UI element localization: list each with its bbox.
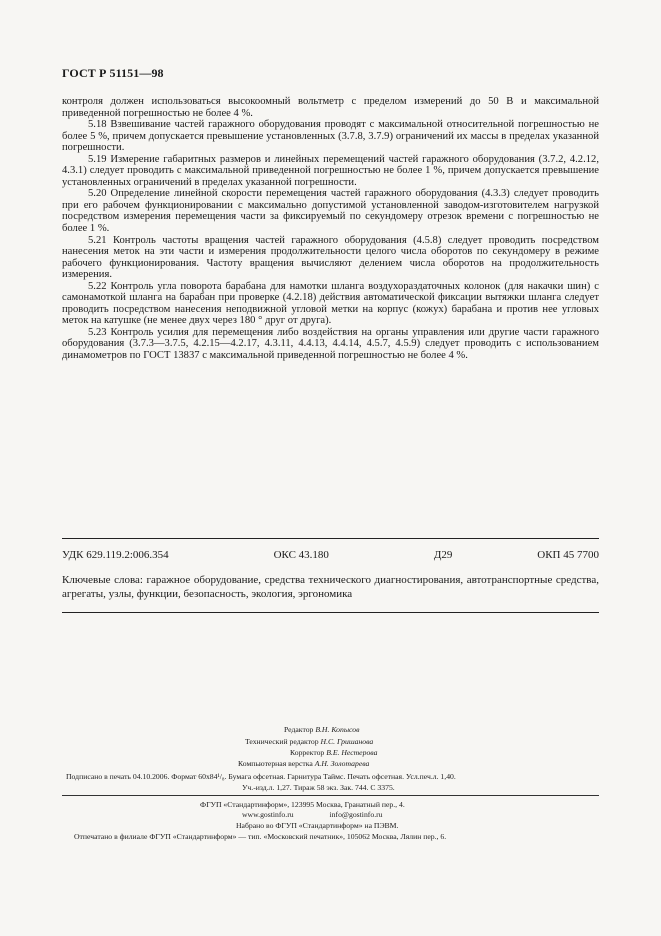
credit-label: Компьютерная верстка xyxy=(238,759,313,768)
divider-top xyxy=(62,538,599,539)
publisher-printed: Отпечатано в филиале ФГУП «Стандартинформ» — тип. «Московский печатник», 105062 Москва, Лялин пер., 6. xyxy=(74,832,447,841)
publisher-typeset: Набрано во ФГУП «Стандартинформ» на ПЭВМ. xyxy=(236,821,399,830)
paragraph-5-18: 5.18 Взвешивание частей гаражного оборудования проводят с максимальной относительной погрешностью не более 5 %, причем допускается превышение установленных (3.7.8, 3.7.9) ограничений их массы в пределах указанной погрешности. xyxy=(62,119,599,154)
keywords-block xyxy=(62,574,599,601)
paragraph-5-22: 5.22 Контроль угла поворота барабана для намотки шланга воздухораздаточных колонок (для накачки шин) с самонамоткой шланга на барабан при проверке (4.2.18) действия автоматической фиксации вытяжки шланга следует проводить посредством нанесения неподвижной угловой метки на корпус (кожух) барабана и против нее угловых меток на катушке (не менее двух через 180 ° друг от друга). xyxy=(62,280,599,327)
credit-label: Редактор xyxy=(284,725,314,734)
publisher-address: ФГУП «Стандартинформ», 123995 Москва, Гранатный пер., 4. xyxy=(200,800,405,809)
credit-name: В.Н. Копысов xyxy=(315,725,360,734)
publisher-site: www.gostinfo.ru xyxy=(242,810,294,819)
imprint-divider xyxy=(62,795,599,796)
paragraph-5-21: 5.21 Контроль частоты вращения частей гаражного оборудования (4.5.8) следует проводить посредством нанесения меток на эти части и измерения продолжительности целого числа оборотов по секундомеру в режиме рабочего функционирования. Частоту вращения вычисляют делением числа оборотов на продолжительность измерения. xyxy=(62,234,599,281)
paragraph-continuation: контроля должен использоваться высокоомный вольтметр с пределом измерений до 50 В и максимальной приведенной погрешностью не более 4 %. xyxy=(62,96,599,119)
divider-bottom xyxy=(62,612,599,613)
credit-name: В.Е. Нестерова xyxy=(326,748,378,757)
udk-code: УДК 629.119.2:006.354 xyxy=(62,549,169,561)
body-text xyxy=(62,96,599,362)
paragraph-5-23: 5.23 Контроль усилия для перемещения либо воздействия на органы управления или другие части гаражного оборудования (3.7.3—3.7.5, 4.2.15—4.2.17, 4.3.11, 4.4.13, 4.4.14, 4.5.7, 4.5.9) следует проводить с использованием динамометров по ГОСТ 13837 с максимальной приведенной погрешностью не более 4 %. xyxy=(62,326,599,362)
credit-label: Технический редактор xyxy=(245,737,319,746)
oks-code: ОКС 43.180 xyxy=(273,549,329,561)
classification-row xyxy=(62,549,599,561)
keywords-text: Ключевые слова: гаражное оборудование, средства технического диагностирования, автотранспортные средства, агрегаты, узлы, функции, безопасность, экология, эргономика xyxy=(62,574,599,600)
paragraph-5-19: 5.19 Измерение габаритных размеров и линейных перемещений частей гаражного оборудования (3.7.2, 4.2.12, 4.3.1) следует проводить с максимальной приведенной погрешностью не более 1 %, причем допускается превышение установленных ограничений в пределах указанной погрешности. xyxy=(62,153,599,188)
imprint-line-1: Подписано в печать 04.10.2006. Формат 60х84¹/₈. Бумага офсетная. Гарнитура Таймс. Печать офсетная. Усл.печ.л. 1,40. xyxy=(66,772,456,781)
document-code: ГОСТ Р 51151—98 xyxy=(62,66,164,80)
credit-tech-editor xyxy=(245,737,373,748)
publisher-contacts xyxy=(242,810,383,821)
imprint-line-2: Уч.-изд.л. 1,27. Тираж 58 экз. Зак. 744. С 3375. xyxy=(242,783,395,792)
okp-code: ОКП 45 7700 xyxy=(537,549,599,561)
credit-corrector xyxy=(290,748,377,759)
credit-label: Корректор xyxy=(290,748,325,757)
paragraph-5-20: 5.20 Определение линейной скорости перемещения частей гаражного оборудования (4.3.3) следует проводить при его рабочем функционировании с максимально допустимой установленной заводом-изготовителем нагрузкой посредством измерения перемещения части за фиксируемый по секундомеру отрезок времени с погрешностью не более 1 %. xyxy=(62,188,599,235)
credit-name: Н.С. Гришанова xyxy=(320,737,374,746)
d-code: Д29 xyxy=(433,549,453,561)
publisher-email: info@gostinfo.ru xyxy=(329,810,383,819)
credit-editor xyxy=(284,725,359,736)
credit-name: А.Н. Золотарева xyxy=(314,759,370,768)
credit-layout xyxy=(238,759,369,770)
